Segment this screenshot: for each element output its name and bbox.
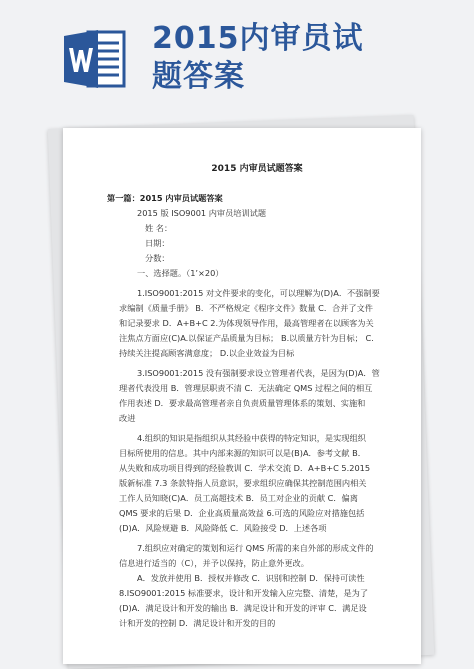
paragraph-line: 从失败和成功项目得到的经验教训 C．学术交流 D．A+B+C 5.2015: [119, 463, 371, 473]
document-page: [63, 128, 421, 664]
question-paragraph: [119, 431, 395, 536]
question-paragraph: [119, 286, 395, 361]
exam-version: 2015 版 ISO9001 内审员培训试题: [137, 208, 267, 218]
document-header: [0, 0, 474, 118]
paragraph-line: 持续关注提高顾客满意度； D.以企业效益为目标: [119, 348, 295, 358]
paragraph-line: 8.ISO9001:2015 标准要求，设计和开发输入应完整、清楚，是为了: [119, 588, 369, 598]
paragraph-line: A．发放并使用 B．授权并修改 C．识别和控制 D．保持可读性: [137, 573, 365, 583]
section-heading: 第一篇：2015 内审员试题答案: [107, 193, 223, 203]
paragraph-line: 1.ISO9001:2015 对文件要求的变化，可以理解为(D)A．不强制要: [137, 288, 380, 298]
paragraph-line: 改进: [119, 413, 136, 423]
paragraph-line: 版新标准 7.3 条款特指人员意识，要求组织应确保其控制范围内相关: [119, 478, 367, 488]
document-title-line-2: 题答案: [152, 59, 245, 94]
paragraph-line: 信息进行适当的（C），并予以保持，防止意外更改。: [119, 558, 309, 568]
paragraph-line: 计和开发的控制 D．满足设计和开发的目的: [119, 618, 276, 628]
paragraph-line: 4.组织的知识是指组织从其经验中获得的特定知识，是实现组织: [137, 433, 366, 443]
paragraph-line: 注焦点方面应(C)A.以保证产品质量为目标； B.以质量方针为目标； C.: [119, 333, 374, 343]
question-paragraph: [119, 541, 395, 631]
section-choice-heading: 一、选择题。（1’×20）: [137, 268, 224, 278]
question-paragraph: [119, 366, 395, 426]
date-field-label: 日期：: [145, 238, 170, 248]
document-content: [107, 162, 395, 631]
paragraph-line: QMS 要求的后果 D．企业高质量高效益 6.可选的风险应对措施包括: [119, 508, 365, 518]
paragraph-line: 和记录要求 D．A+B+C 2.为体现领导作用，最高管理者在以顾客为关: [119, 318, 374, 328]
paragraph-line: 求编制《质量手册》 B．不严格规定《程序文件》数量 C．合并了文件: [119, 303, 373, 313]
paragraph-line: 3.ISO9001:2015 没有强制要求设立管理者代表，是因为(D)A．管: [137, 368, 380, 378]
document-title-line-1: 2015内审员试: [152, 21, 364, 56]
paragraph-line: (D)A．满足设计和开发的输出 B．满足设计和开发的评审 C．满足设: [119, 603, 367, 613]
paragraph-line: 目标所使用的信息。其中内部来源的知识可以是(B)A．参考文献 B．: [119, 448, 366, 458]
score-field-label: 分数：: [145, 253, 170, 263]
name-field-label: 姓 名：: [145, 223, 173, 233]
document-title: [152, 20, 452, 96]
paragraph-line: 理者代表没用 B．管理层职责不清 C．无法确定 QMS 过程之间的相互: [119, 383, 373, 393]
paragraph-line: 7.组织应对确定的策划和运行 QMS 所需的来自外部的形成文件的: [137, 543, 374, 553]
paragraph-line: 工作人员知晓(C)A．员工高超技术 B．员工对企业的贡献 C．偏离: [119, 493, 358, 503]
paragraph-line: (D)A．风险规避 B．风险降低 C．风险接受 D．上述各项: [119, 523, 327, 533]
word-icon: [64, 28, 126, 90]
paragraph-line: 作用表述 D．要求最高管理者亲自负责质量管理体系的策划、实施和: [119, 398, 366, 408]
page-title: 2015 内审员试题答案: [211, 164, 303, 174]
